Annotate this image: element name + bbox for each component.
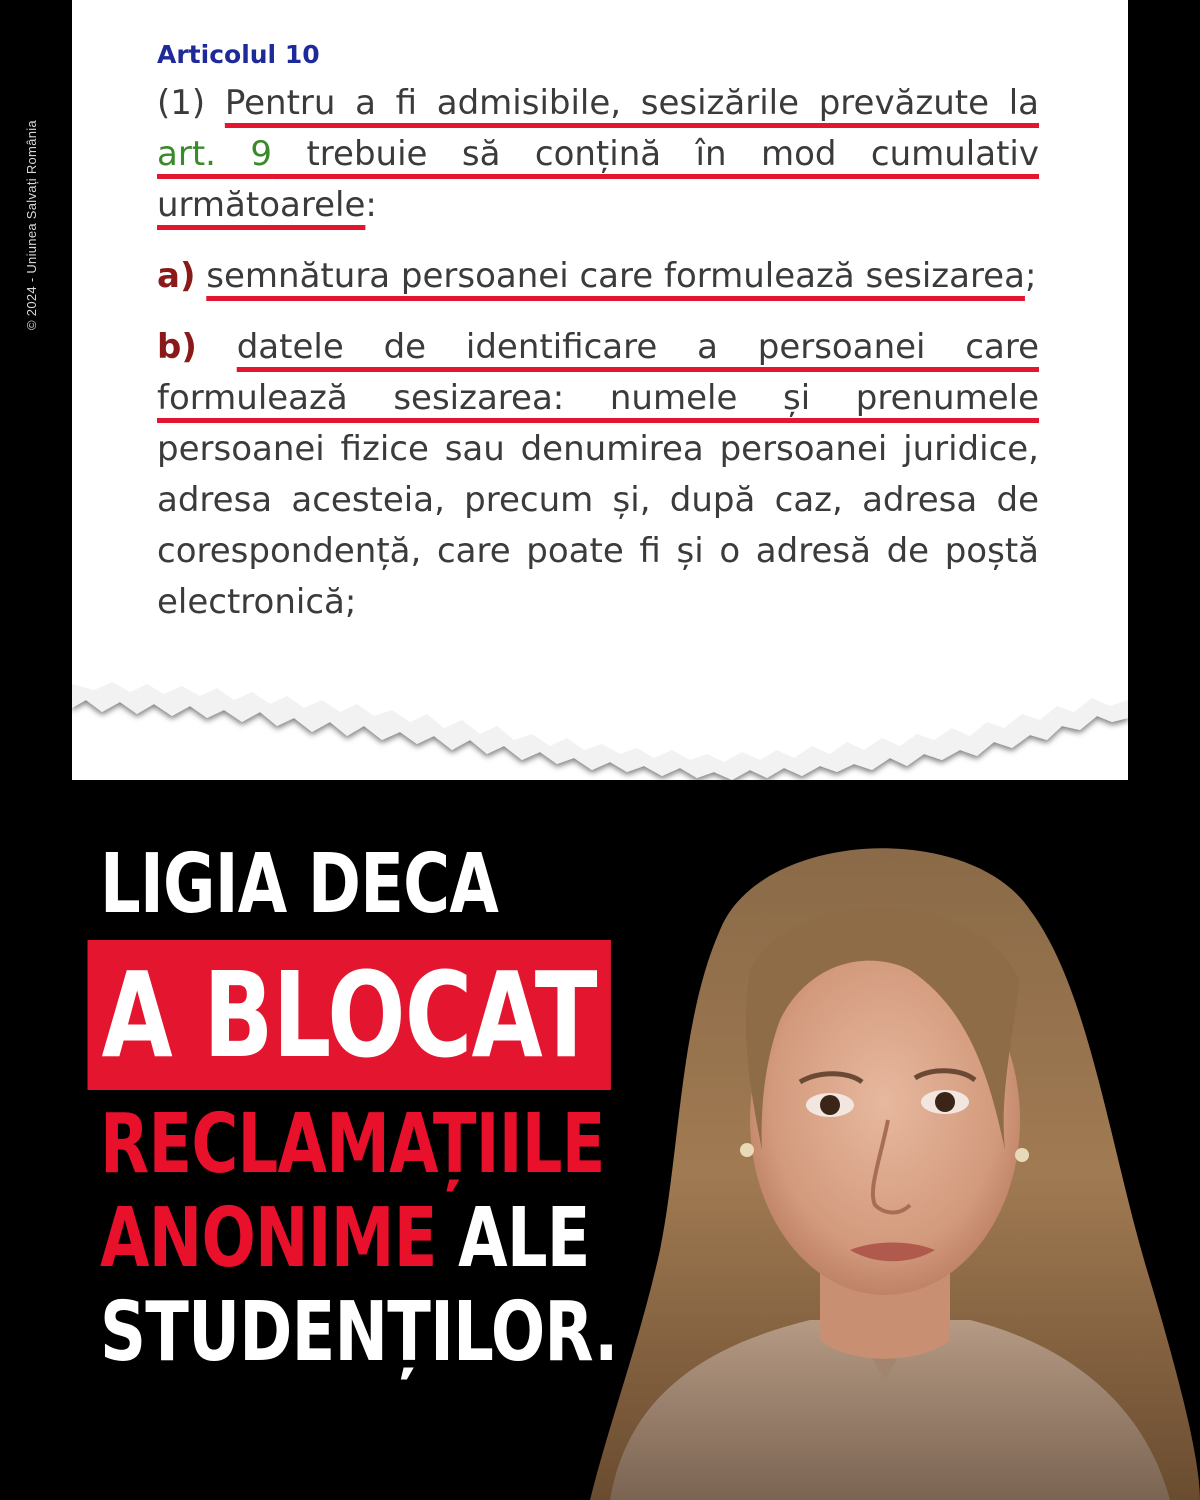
- headline: [100, 837, 618, 1380]
- headline-line-4-red: ANONIME: [100, 1191, 437, 1286]
- item-marker-b: b): [157, 327, 197, 367]
- underlined-text: semnătura persoanei care formulează sesizarea: [206, 256, 1025, 296]
- copyright-watermark: © 2024 - Uniunea Salvați România: [24, 120, 39, 330]
- document-text: [157, 36, 1039, 628]
- paragraph-1-text-start: Pentru a fi admisibile, sesizările prevăzute la: [224, 83, 1039, 123]
- headline-line-4-white: ALE: [436, 1191, 590, 1286]
- paragraph-1-tail: :: [365, 185, 377, 225]
- paragraph-a: [157, 251, 1039, 302]
- paragraph-1: [157, 78, 1039, 231]
- headline-highlight-box: A BLOCAT: [88, 940, 611, 1090]
- article-title: Articolul 10: [157, 40, 320, 69]
- underlined-text: datele de identificare a persoanei care formulează sesizarea: numele și prenumele: [157, 327, 1039, 418]
- paragraph-b-rest: persoanei fizice sau denumirea persoanei juridice, adresa acesteia, precum și, după caz, adresa de corespondență, care poate fi și o adresă de poștă electronică;: [157, 429, 1039, 622]
- headline-line-1: LIGIA DECA: [100, 837, 499, 932]
- paragraph-a-tail: ;: [1024, 256, 1037, 296]
- paragraph-1-text-end: trebuie să conțină în mod cumulativ următoarele: [157, 134, 1039, 225]
- torn-paper-edge: [72, 640, 1128, 790]
- paragraph-b: [157, 322, 1039, 628]
- article-link[interactable]: art. 9: [157, 134, 273, 174]
- item-marker-a: a): [157, 256, 196, 296]
- paragraph-number: (1): [157, 83, 225, 123]
- portrait-photo: [550, 820, 1200, 1500]
- headline-line-5: STUDENȚILOR.: [100, 1285, 618, 1380]
- underlined-text: [157, 83, 1039, 225]
- headline-line-3: RECLAMAȚIILE: [100, 1097, 605, 1192]
- headline-line-4: [100, 1191, 590, 1286]
